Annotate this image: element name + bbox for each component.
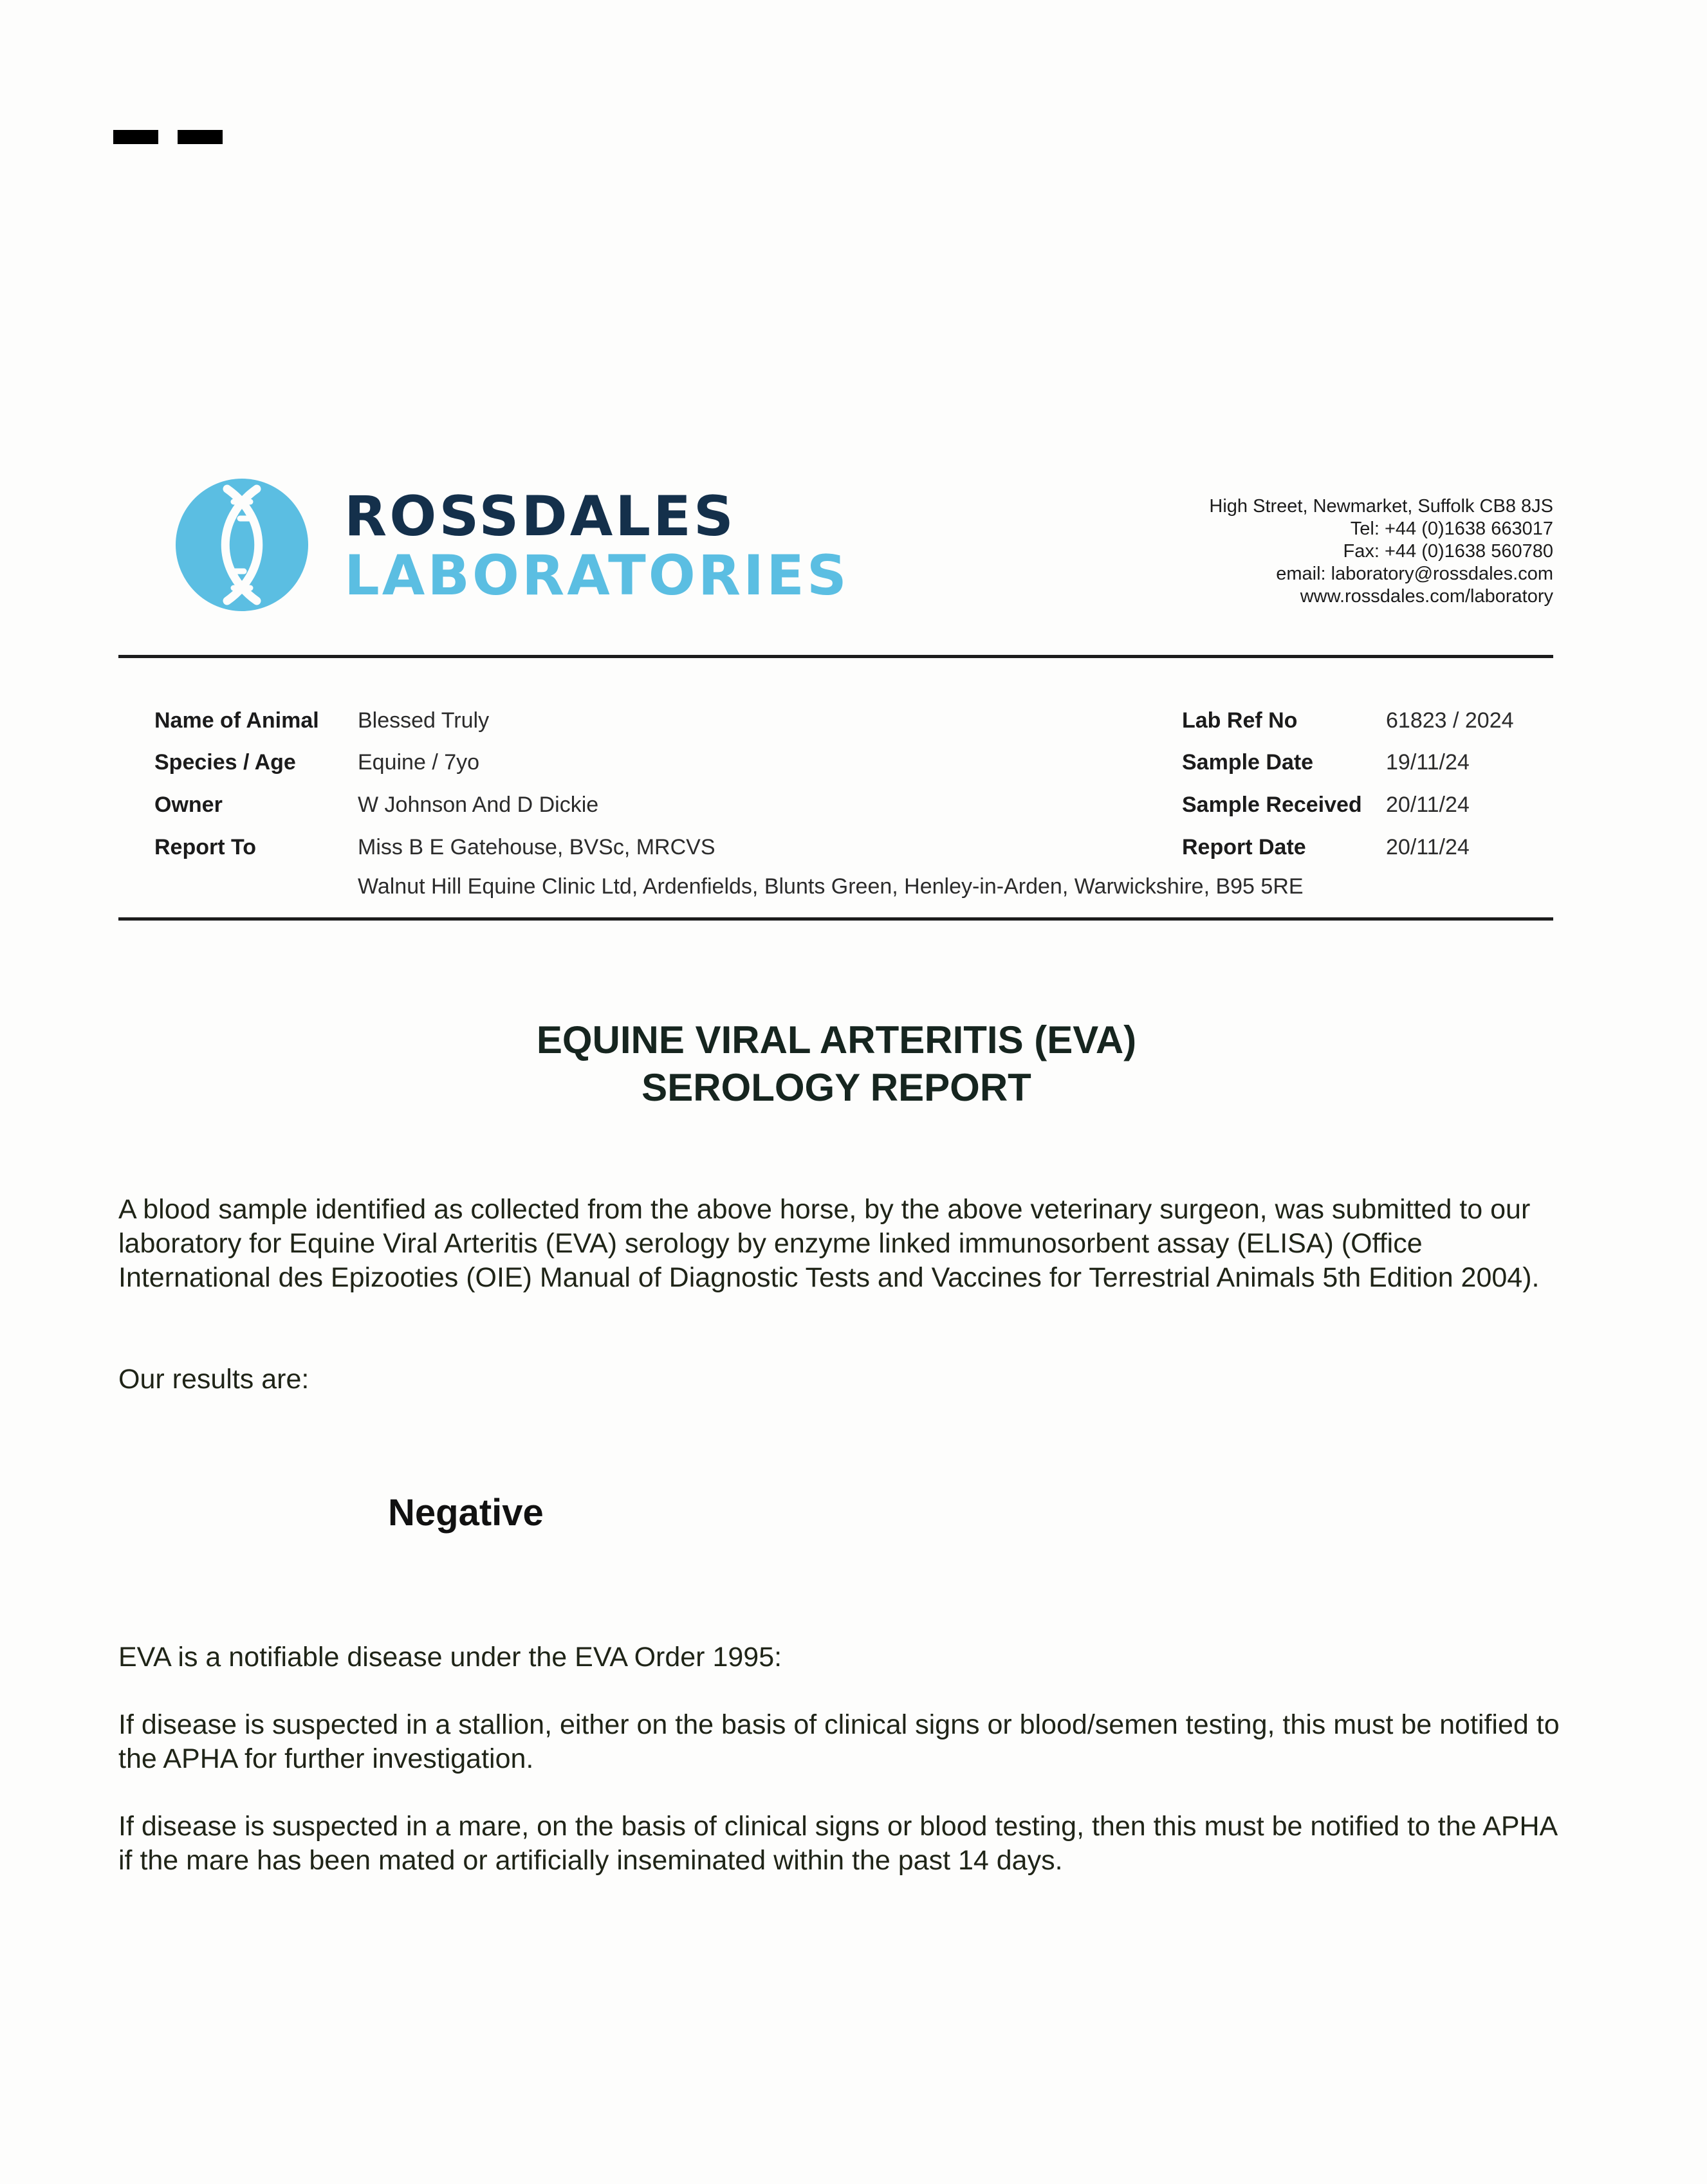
sample-date-value: 19/11/24 xyxy=(1386,750,1470,775)
address-tel: Tel: +44 (0)1638 663017 xyxy=(1350,518,1553,539)
report-title-line1: EQUINE VIRAL ARTERITIS (EVA) xyxy=(536,1018,1137,1061)
mare-note: If disease is suspected in a mare, on the basis of clinical signs or blood testing, then this must be notified to the APHA if the mare has been mated or artificially inseminated within the past 14 days. xyxy=(118,1811,1556,1876)
report-to-address: Walnut Hill Equine Clinic Ltd, Ardenfields, Blunts Green, Henley-in-Arden, Warwickshire, B95 5RE xyxy=(358,874,1304,899)
species-age-value: Equine / 7yo xyxy=(358,750,480,775)
report-date-label: Report Date xyxy=(1182,835,1306,859)
address-street: High Street, Newmarket, Suffolk CB8 8JS xyxy=(1209,496,1553,517)
notifiable-statement: EVA is a notifiable disease under the EVA Order 1995: xyxy=(118,1642,782,1673)
address-email: email: laboratory@rossdales.com xyxy=(1276,564,1553,584)
results-intro: Our results are: xyxy=(118,1364,309,1395)
lab-ref-label: Lab Ref No xyxy=(1182,708,1298,733)
brand-name: ROSSDALES xyxy=(344,484,736,549)
sample-received-value: 20/11/24 xyxy=(1386,793,1470,817)
report-title xyxy=(0,1016,1673,1112)
sample-received-label: Sample Received xyxy=(1182,793,1362,817)
species-age-label: Species / Age xyxy=(154,750,296,775)
address-website: www.rossdales.com/laboratory xyxy=(1300,586,1553,607)
brand-subname: LABORATORIES xyxy=(344,544,849,608)
details-divider xyxy=(118,917,1553,921)
corner-mark-left xyxy=(113,130,158,144)
report-title-line2: SEROLOGY REPORT xyxy=(641,1066,1031,1109)
owner-value: W Johnson And D Dickie xyxy=(358,793,599,817)
corner-mark-right xyxy=(178,130,223,144)
report-to-value: Miss B E Gatehouse, BVSc, MRCVS xyxy=(358,835,715,859)
report-to-label: Report To xyxy=(154,835,257,859)
sample-date-label: Sample Date xyxy=(1182,750,1314,775)
name-of-animal-label: Name of Animal xyxy=(154,708,319,733)
dna-logo-icon xyxy=(176,479,308,611)
test-result: Negative xyxy=(388,1492,544,1534)
lab-address xyxy=(1209,495,1553,608)
report-date-value: 20/11/24 xyxy=(1386,835,1470,859)
owner-label: Owner xyxy=(154,793,223,817)
name-of-animal-value: Blessed Truly xyxy=(358,708,490,733)
lab-ref-value: 61823 / 2024 xyxy=(1386,708,1514,733)
address-fax: Fax: +44 (0)1638 560780 xyxy=(1343,541,1553,562)
header-divider xyxy=(118,655,1553,658)
intro-paragraph: A blood sample identified as collected from the above horse, by the above veterinary surgeon, was submitted to our laboratory for Equine Viral Arteritis (EVA) serology by enzyme linked immunosorbent assay (ELISA) (Office International des Epizooties (OIE) Manual of Diagnostic Tests and Vaccines for Terrestrial Animals 5th Edition 2004). xyxy=(118,1194,1540,1293)
stallion-note: If disease is suspected in a stallion, either on the basis of clinical signs or blood/semen testing, this must be notified to the APHA for further investigation. xyxy=(118,1709,1560,1774)
